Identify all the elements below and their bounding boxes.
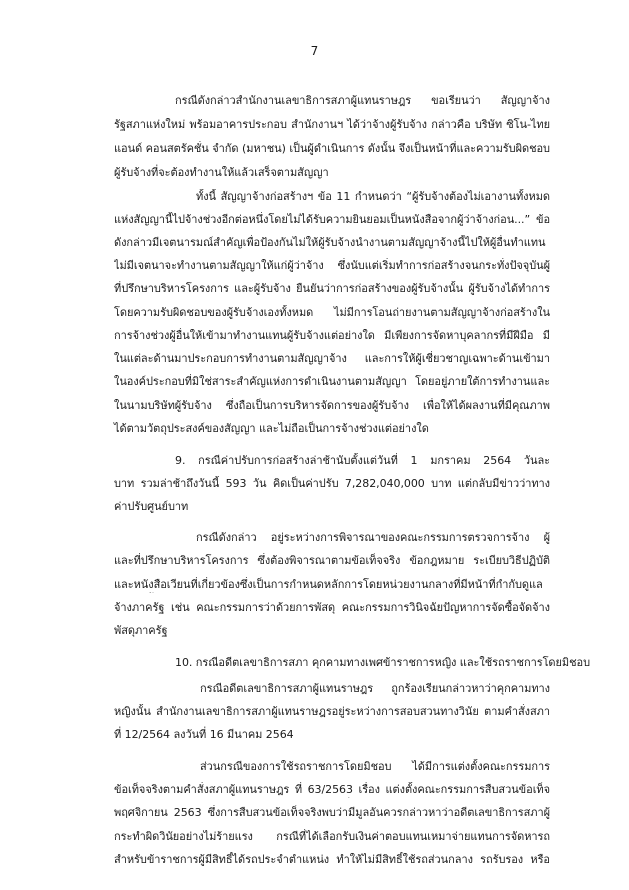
paragraph-4-line-2: และที่ปรึกษาบริหารโครงการ ซึ่งต้องพิจารณาตามข้อเท็จจริง ข้อกฎหมาย ระเบียบวิธีปฏิบัติ [114,554,550,567]
paragraph-2-line-10: ในนามบริษัทผู้รับจ้าง ซึ่งถือเป็นการบริหารจัดการของผู้รับจ้าง เพื่อให้ได้ผลงานที่มีคุณภาพ [114,399,550,412]
paragraph-1-line-1: กรณีดังกล่าวสำนักงานเลขาธิการสภาผู้แทนราษฎร ขอเรียนว่า สัญญาจ้าง [175,94,550,107]
paragraph-1-line-3: แอนด์ คอนสตรัคชั่น จำกัด (มหาชน) เป็นผู้ดำเนินการ ดังนั้น จึงเป็นหน้าที่และความรับผิดชอบ [114,142,550,155]
item-9-line-3: ค่าปรับศูนย์บาท [114,500,189,513]
paragraph-7-line-3: พฤศจิกายน 2563 ซึ่งการสืบสวนข้อเท็จจริงพบว่ามีมูลอันควรกล่าวหาว่าอดีตเลขาธิการสภาผู้ [114,806,550,819]
paragraph-7-line-1: ส่วนกรณีของการใช้รถราชการโดยมิชอบ ได้มีการแต่งตั้งคณะกรรมการ [200,760,550,773]
paragraph-2-line-9: ในองค์ประกอบที่มิใช่สาระสำคัญแห่งการดำเนินงานตามสัญญา โดยอยู่ภายใต้การทำงานและ [114,375,550,388]
paragraph-4-line-1: กรณีดังกล่าว อยู่ระหว่างการพิจารณาของคณะกรรมการตรวจการจ้าง ผู้ [196,531,550,544]
paragraph-2-line-4: ไม่มีเจตนาจะทำงานตามสัญญาให้แก่ผู้ว่าจ้าง ซึ่งนับแต่เริ่มทำการก่อสร้างจนกระทั่งปัจจุบันผู้ [114,259,550,272]
paragraph-4-line-4: จ้างภาครัฐ เช่น คณะกรรมการว่าด้วยการพัสดุ คณะกรรมการวินิจฉัยปัญหาการจัดซื้อจัดจ้าง [114,601,550,614]
page-number: 7 [310,44,319,58]
item-9-line-1: 9. กรณีค่าปรับการก่อสร้างล่าช้านับตั้งแต่วันที่ 1 มกราคม 2564 วันละ [175,454,550,467]
paragraph-7-line-2: ข้อเท็จจริงตามคำสั่งสภาผู้แทนราษฎร ที่ 63/2563 เรื่อง แต่งตั้งคณะกรรมการสืบสวนข้อเท็จ [114,783,550,796]
paragraph-2-line-1: ทั้งนี้ สัญญาจ้างก่อสร้างฯ ข้อ 11 กำหนดว่า “ผู้รับจ้างต้องไม่เอางานทั้งหมด [196,190,550,203]
paragraph-6-line-3: ที่ 12/2564 ลงวันที่ 16 มีนาคม 2564 [114,728,294,741]
paragraph-2-line-6: โดยความรับผิดชอบของผู้รับจ้างเองทั้งหมด ไม่มีการโอนถ่ายงานตามสัญญาจ้างก่อสร้างใน [114,306,550,319]
paragraph-1-line-4: ผู้รับจ้างที่จะต้องทำงานให้แล้วเสร็จตามสัญญา [114,166,329,179]
paragraph-6-line-1: กรณีอดีตเลขาธิการสภาผู้แทนราษฎร ถูกร้องเรียนกล่าวหาว่าคุกคามทาง [200,682,550,695]
paragraph-2-line-5: ที่ปรึกษาบริหารโครงการ และผู้รับจ้าง ยืนยันว่าการก่อสร้างของผู้รับจ้างนั้น ผู้รับจ้างได้ทำการ [114,282,550,295]
paragraph-2-line-7: การจ้างช่วงผู้อื่นให้เข้ามาทำงานแทนผู้รับจ้างแต่อย่างใด มีเพียงการจัดหาบุคลากรที่มีฝีมือ มี [114,329,550,342]
paragraph-1-line-2: รัฐสภาแห่งใหม่ พร้อมอาคารประกอบ สำนักงานฯ ได้ว่าจ้างผู้รับจ้าง กล่าวคือ บริษัท ซิโน-ไทย [114,118,550,131]
paragraph-4-line-3: และหนังสือเวียนที่เกี่ยวข้องซึ่งเป็นการกำหนดหลักการโดยหน่วยงานกลางที่มีหน้าที่กำกับดูแล [114,578,543,591]
paragraph-2-line-11: ได้ตามวัตถุประสงค์ของสัญญา และไม่ถือเป็นการจ้างช่วงแต่อย่างใด [114,422,429,435]
paragraph-6-line-2: หญิงนั้น สำนักงานเลขาธิการสภาผู้แทนราษฎรอยู่ระหว่างการสอบสวนทางวินัย ตามคำสั่งสภา [114,705,550,718]
paragraph-4-line-5: พัสดุภาครัฐ [114,624,168,637]
paragraph-2-line-8: ในแต่ละด้านมาประกอบการทำงานตามสัญญาจ้าง และการให้ผู้เชี่ยวชาญเฉพาะด้านเข้ามา [114,352,550,365]
paragraph-2-line-2: แห่งสัญญานี้ไปจ้างช่วงอีกต่อหนึ่งโดยไม่ได้รับความยินยอมเป็นหนังสือจากผู้ว่าจ้างก่อน...” ข้อ [114,213,550,226]
paragraph-7-line-4: กระทำผิดวินัยอย่างไม่ร้ายแรง กรณีที่ได้เลือกรับเงินค่าตอบแทนเหมาจ่ายแทนการจัดหารถ [114,830,550,843]
paragraph-2-line-3: ดังกล่าวมีเจตนารมณ์สำคัญเพื่อป้องกันไม่ให้ผู้รับจ้างนำงานตามสัญญาจ้างนี้ไปให้ผู้อื่นทำแทน [114,236,546,249]
item-9-line-2: บาท รวมล่าช้าถึงวันนี้ 593 วัน คิดเป็นค่าปรับ 7,282,040,000 บาท แต่กลับมีข่าวว่าทาง [114,477,550,490]
item-10-heading: 10. กรณีอดีตเลขาธิการสภา คุกคามทางเพศข้าราชการหญิง และใช้รถราชการโดยมิชอบ [175,656,591,669]
paragraph-7-line-5: สำหรับข้าราชการผู้มีสิทธิ์ได้รถประจำตำแหน่ง ทำให้ไม่มีสิทธิ์ใช้รถส่วนกลาง รถรับรอง หรือ [114,853,550,866]
